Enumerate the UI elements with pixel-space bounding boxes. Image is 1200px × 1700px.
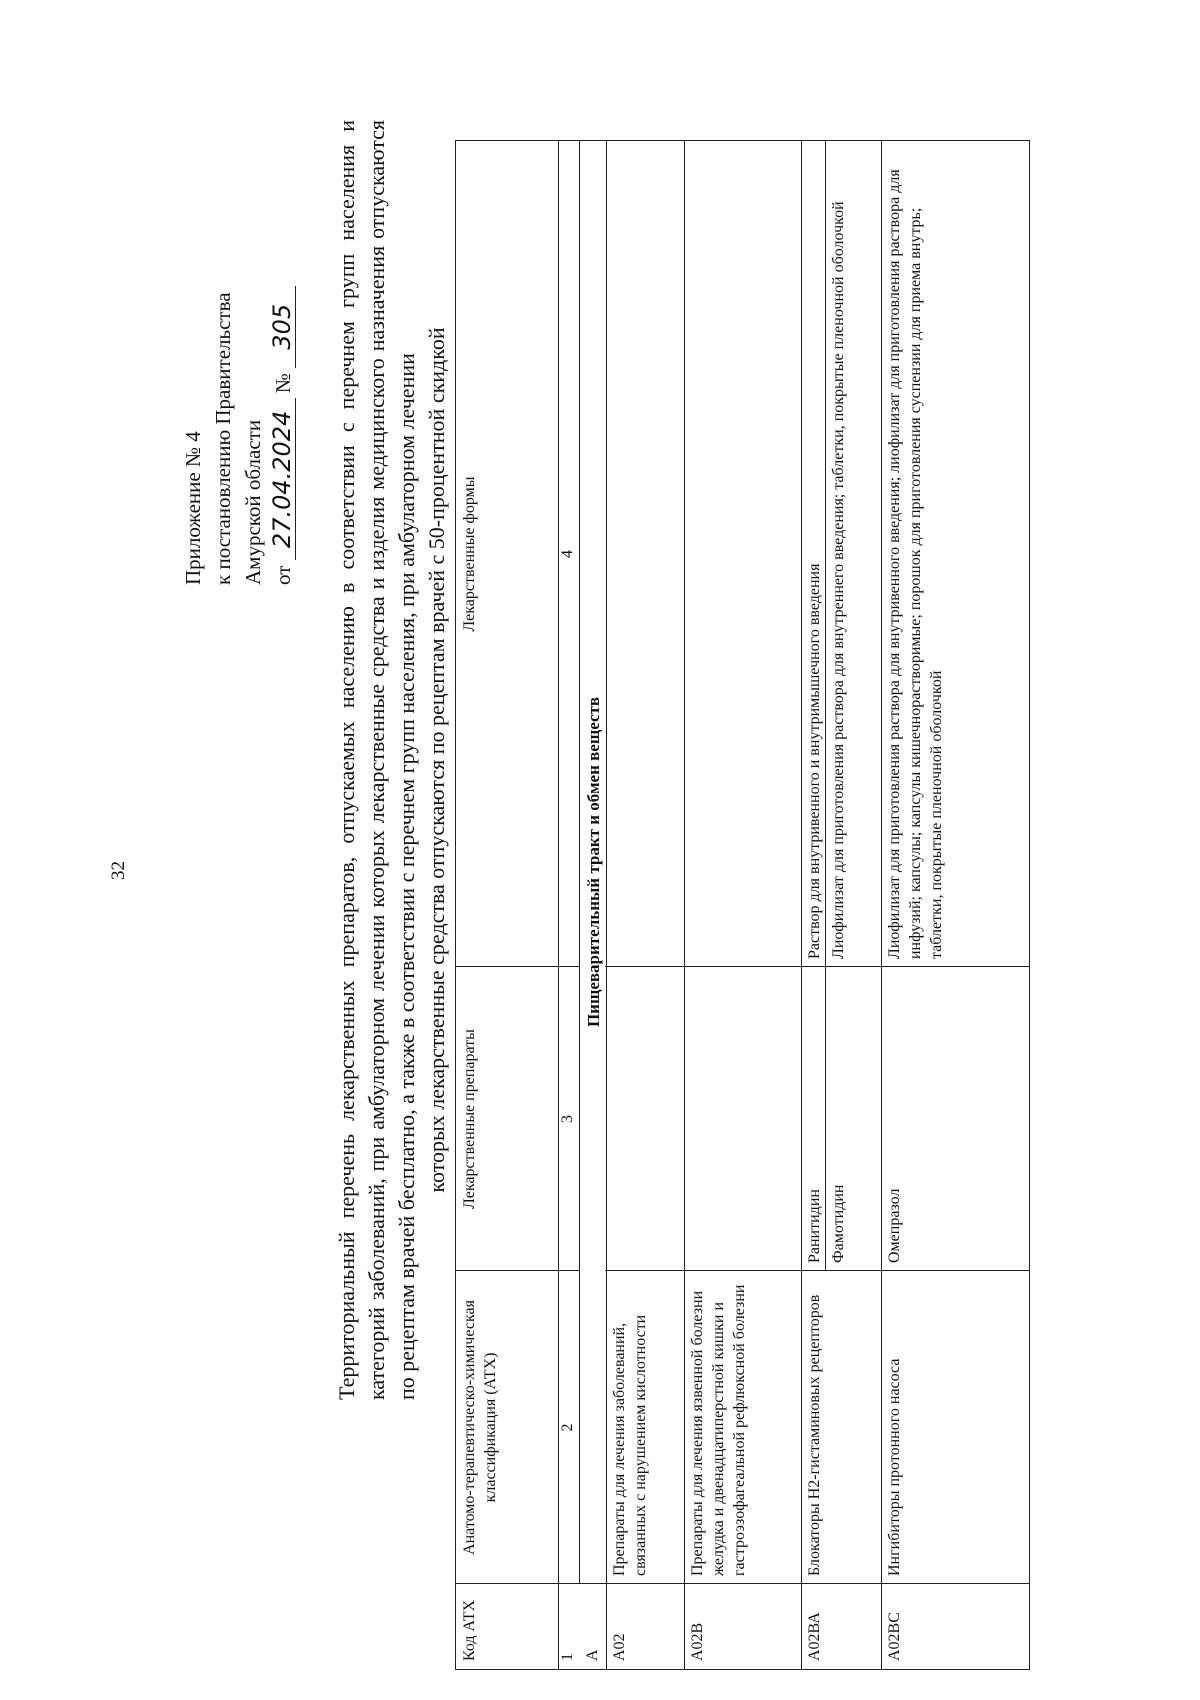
document-title <box>332 120 452 1400</box>
row-a02bc-code: А02ВС <box>886 1612 903 1661</box>
col-number-1: 1 <box>559 1653 576 1661</box>
drug-list-table <box>455 140 1030 1670</box>
row-a02ba-classification: Блокаторы Н2-гистаминовых рецепторов <box>806 1294 823 1576</box>
handwritten-date: 27.04.2024 <box>269 398 296 560</box>
drug-famotidine-name: Фамотидин <box>830 1184 847 1263</box>
drug-omeprazole-forms: Лиофилизат для приготовления раствора для внутривенного введения; лиофилизат для приготовления раствора для инфузий; капсулы; капсулы кишечнорастворимые; порошок для приготовления суспензии для приема внутрь; таблетки, покрытые пленочной оболочкой <box>886 169 945 959</box>
drug-omeprazole-name: Омепразол <box>886 1188 903 1263</box>
row-a02b-code: А02В <box>689 1622 706 1661</box>
row-a02-code: А02 <box>611 1633 628 1661</box>
row-a02ba-code: А02ВА <box>806 1612 823 1661</box>
handwritten-number: 305 <box>269 286 296 368</box>
appendix-block <box>178 286 298 585</box>
header-code: Код АТХ <box>461 1599 478 1661</box>
drug-ranitidine-forms: Раствор для внутривенного и внутримышечного введения <box>806 563 823 959</box>
appendix-date-line <box>268 286 298 585</box>
section-title: Пищеварительный тракт и обмен веществ <box>580 141 605 1583</box>
title-last-line: которых лекарственные средства отпускаются по рецептам врачей с 50-процентной скидкой <box>424 327 449 1193</box>
row-a02b-classification: Препараты для лечения язвенной болезни желудка и двенадцатиперстной кишки и гастроэзофагеальной рефлюксной болезни <box>689 1284 748 1576</box>
header-classification: Анатомо-терапевтическо-химическая классификация (АТХ) <box>461 1300 499 1555</box>
title-main-text: Территориальный перечень лекарственных препаратов, отпускаемых населению в соответствии с перечнем групп населения и категорий заболеваний, при амбулаторном лечении которых лекарственные средства и изделия медицинского назначения отпускаются по рецептам врачей бесплатно, а также в соответствии с перечнем групп населения, при амбулаторном лечении <box>334 120 419 1400</box>
row-a02-classification: Препараты для лечения заболеваний, связанных с нарушением кислотности <box>611 1314 649 1576</box>
page-number: 32 <box>108 861 129 880</box>
appendix-line-3: Амурской области <box>241 419 265 585</box>
drug-famotidine-forms: Лиофилизат для приготовления раствора для внутреннего введения; таблетки, покрытые пленочной оболочкой <box>830 201 847 959</box>
row-a02bc-classification: Ингибиторы протонного насоса <box>886 1358 903 1576</box>
section-code: А <box>579 1584 606 1669</box>
date-prefix: от <box>271 565 295 585</box>
header-drugs: Лекарственные препараты <box>461 1029 478 1209</box>
appendix-line-1: Приложение № 4 <box>181 431 205 585</box>
header-forms: Лекарственные формы <box>461 476 478 632</box>
col-number-4: 4 <box>559 550 576 558</box>
col-number-2: 2 <box>559 1423 576 1432</box>
number-prefix: № <box>271 373 295 394</box>
drug-ranitidine-name: Ранитидин <box>806 1189 823 1263</box>
col-number-3: 3 <box>559 1115 576 1123</box>
appendix-line-2: к постановлению Правительства <box>211 292 235 585</box>
